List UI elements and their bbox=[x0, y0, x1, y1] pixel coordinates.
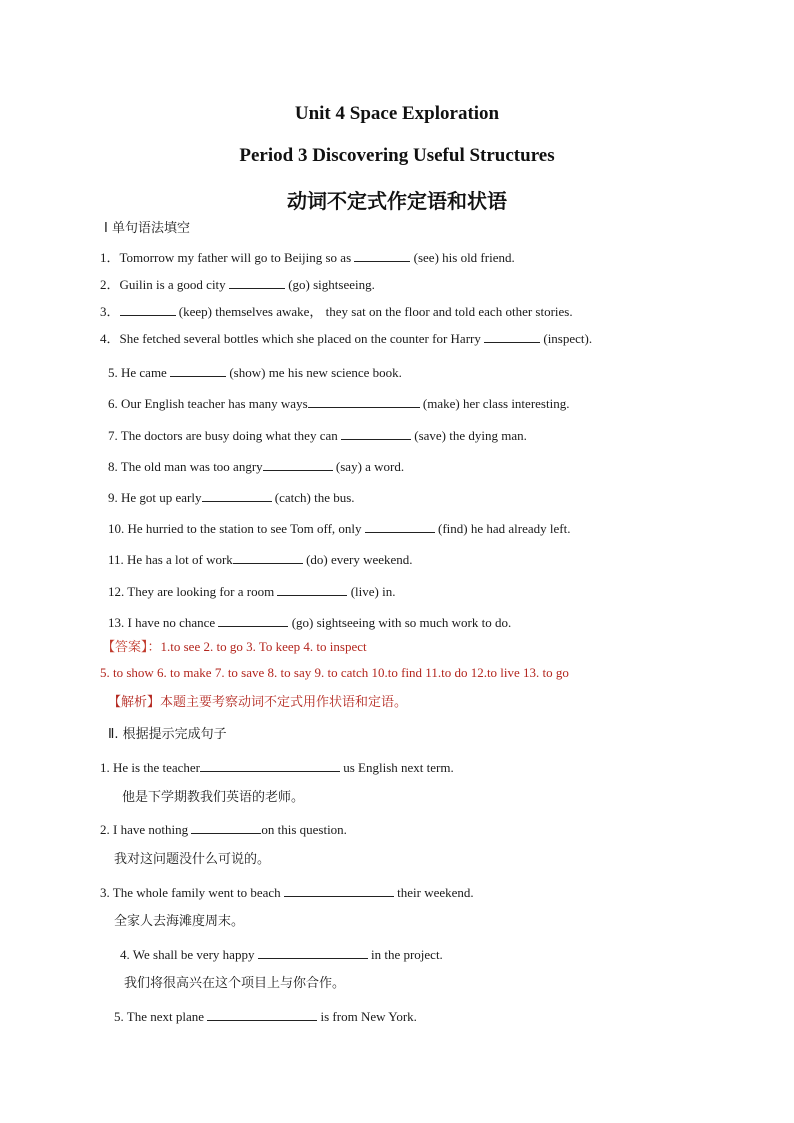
chinese-hint-1: 他是下学期教我们英语的老师。 bbox=[122, 790, 305, 805]
exercise-item-12 bbox=[108, 583, 395, 600]
exercise-item-9 bbox=[108, 489, 355, 506]
answer-blank[interactable] bbox=[341, 427, 411, 440]
exercise-item-6 bbox=[108, 395, 569, 412]
item-number: 2． bbox=[100, 277, 120, 292]
item-number: 1． bbox=[100, 250, 120, 265]
exercise-item-10 bbox=[108, 520, 570, 537]
item-text-before: The old man was too angry bbox=[120, 459, 263, 474]
answer-blank[interactable] bbox=[258, 946, 368, 959]
answer-line-1 bbox=[102, 639, 367, 656]
answer-blank[interactable] bbox=[207, 1008, 317, 1021]
answer-blank[interactable] bbox=[191, 821, 261, 834]
answer-blank[interactable] bbox=[233, 551, 303, 564]
item-text-after: (inspect). bbox=[540, 331, 593, 346]
item-number: 5. bbox=[114, 1009, 127, 1024]
analysis-line bbox=[108, 695, 407, 711]
item-number: 13. bbox=[108, 615, 128, 630]
exercise-item-13 bbox=[108, 614, 511, 631]
item-number: 12. bbox=[108, 584, 128, 599]
section2-heading: Ⅱ. 根据提示完成句子 bbox=[108, 727, 227, 742]
item-text-before: He hurried to the station to see Tom off, only bbox=[127, 521, 365, 536]
exercise-item-3 bbox=[100, 303, 573, 320]
chinese-title: 动词不定式作定语和状语 bbox=[287, 189, 507, 213]
item-text-before: The next plane bbox=[126, 1009, 208, 1024]
answer-line-2: 5. to show 6. to make 7. to save 8. to say 9. to catch 10.to find 11.to do 12.to live 13. to go bbox=[100, 665, 569, 680]
item-text-after: (live) in. bbox=[347, 584, 396, 599]
answer-blank[interactable] bbox=[354, 249, 410, 262]
item-text-after: (see) his old friend. bbox=[410, 250, 515, 265]
item-number: 1. bbox=[100, 760, 113, 775]
answer-blank[interactable] bbox=[263, 458, 333, 471]
item-number: 8. bbox=[108, 459, 121, 474]
item-number: 3． bbox=[100, 304, 120, 319]
item-text-before: The doctors are busy doing what they can bbox=[120, 428, 341, 443]
item-number: 10. bbox=[108, 521, 128, 536]
exercise-item-11 bbox=[108, 551, 413, 568]
item-text-after: (find) he had already left. bbox=[434, 521, 571, 536]
exercise-item-8 bbox=[108, 458, 404, 475]
answer-blank[interactable] bbox=[170, 364, 226, 377]
item-text-before: We shall be very happy bbox=[132, 947, 258, 962]
item-text-before: I have nothing bbox=[113, 822, 192, 837]
item-text-before: He got up early bbox=[121, 490, 202, 505]
item-text-after: (show) me his new science book. bbox=[226, 365, 402, 380]
item-text-after: their weekend. bbox=[393, 885, 474, 900]
sentence-item-4 bbox=[120, 946, 443, 963]
chinese-hint-4: 我们将很高兴在这个项目上与你合作。 bbox=[124, 976, 346, 991]
answer-blank[interactable] bbox=[484, 330, 540, 343]
item-text-after: (do) every weekend. bbox=[302, 552, 413, 567]
answer-blank[interactable] bbox=[200, 759, 340, 772]
answer-blank[interactable] bbox=[277, 583, 347, 596]
item-text-before: I have no chance bbox=[127, 615, 219, 630]
exercise-item-2 bbox=[100, 276, 375, 293]
sentence-item-1 bbox=[100, 759, 454, 776]
item-text-after: (make) her class interesting. bbox=[419, 396, 570, 411]
item-text-before: Tomorrow my father will go to Beijing so as bbox=[119, 250, 355, 265]
sentence-item-5 bbox=[114, 1008, 417, 1025]
answer-blank[interactable] bbox=[202, 489, 272, 502]
chinese-hint-3: 全家人去海滩度周末。 bbox=[114, 914, 245, 929]
item-number: 2. bbox=[100, 822, 113, 837]
answer-blank[interactable] bbox=[218, 614, 288, 627]
item-text-after: on this question. bbox=[261, 822, 347, 837]
item-text-before: He has a lot of work bbox=[127, 552, 233, 567]
item-number: 6. bbox=[108, 396, 121, 411]
item-text-after: in the project. bbox=[367, 947, 443, 962]
item-text-before: Guilin is a good city bbox=[119, 277, 229, 292]
item-text-after: (save) the dying man. bbox=[410, 428, 527, 443]
answer-blank[interactable] bbox=[120, 303, 176, 316]
answer-blank[interactable] bbox=[308, 395, 420, 408]
item-text-after: (catch) the bus. bbox=[271, 490, 355, 505]
item-text-after: (keep) themselves awake， they sat on the floor and told each other stories. bbox=[175, 304, 573, 319]
analysis-tag: 【解析】 bbox=[108, 695, 161, 710]
exercise-item-7 bbox=[108, 427, 527, 444]
exercise-item-5 bbox=[108, 364, 402, 381]
sentence-item-3 bbox=[100, 884, 474, 901]
unit-title: Unit 4 Space Exploration bbox=[294, 103, 500, 124]
exercise-item-4 bbox=[100, 330, 592, 347]
item-text-before: He is the teacher bbox=[113, 760, 200, 775]
answer-blank[interactable] bbox=[284, 884, 394, 897]
item-number: 4． bbox=[100, 331, 120, 346]
item-text-before: Our English teacher has many ways bbox=[121, 396, 308, 411]
item-number: 7. bbox=[108, 428, 121, 443]
item-text-after: (go) sightseeing. bbox=[284, 277, 375, 292]
answer-text: 1.to see 2. to go 3. To keep 4. to inspect bbox=[160, 639, 367, 654]
item-text-before: He came bbox=[121, 365, 171, 380]
item-text-before: The whole family went to beach bbox=[112, 885, 284, 900]
item-text-after: is from New York. bbox=[317, 1009, 417, 1024]
item-number: 11. bbox=[108, 552, 128, 567]
chinese-hint-2: 我对这问题没什么可说的。 bbox=[114, 852, 271, 867]
exercise-item-1 bbox=[100, 249, 515, 266]
section1-heading: Ⅰ 单句语法填空 bbox=[104, 221, 190, 236]
item-text-before: They are looking for a room bbox=[127, 584, 278, 599]
item-number: 9. bbox=[108, 490, 121, 505]
analysis-text: 本题主要考察动词不定式用作状语和定语。 bbox=[160, 695, 408, 710]
answer-blank[interactable] bbox=[229, 276, 285, 289]
answer-tag: 【答案】： bbox=[102, 640, 161, 655]
period-title: Period 3 Discovering Useful Structures bbox=[239, 145, 555, 166]
item-text-after: (say) a word. bbox=[332, 459, 405, 474]
item-number: 3. bbox=[100, 885, 113, 900]
item-text-after: us English next term. bbox=[339, 760, 454, 775]
item-number: 4. bbox=[120, 947, 133, 962]
answer-blank[interactable] bbox=[365, 520, 435, 533]
item-text-before: She fetched several bottles which she placed on the counter for Harry bbox=[119, 331, 485, 346]
item-text-after: (go) sightseeing with so much work to do. bbox=[288, 615, 512, 630]
item-number: 5. bbox=[108, 365, 121, 380]
sentence-item-2 bbox=[100, 821, 347, 838]
